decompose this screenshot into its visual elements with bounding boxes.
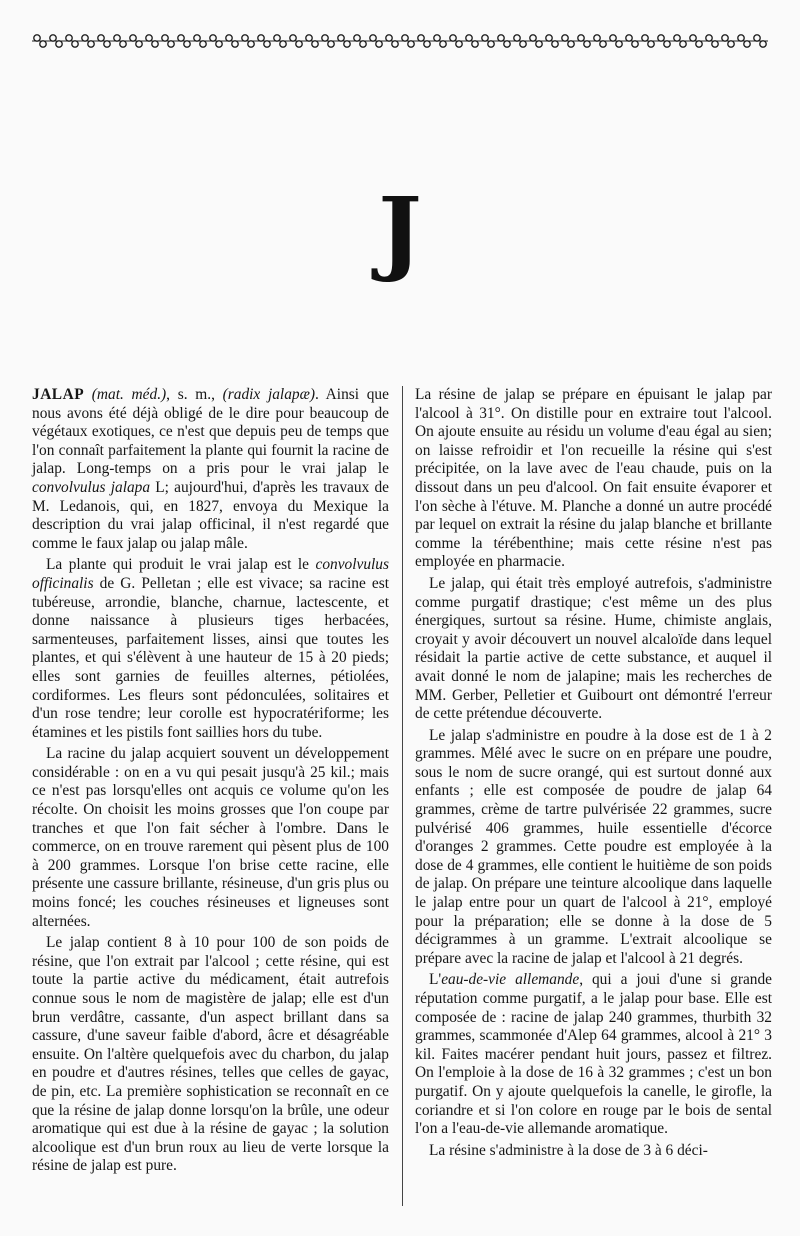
ornament-link [400,35,416,47]
italic-term: (radix jalapæ) [222,386,315,403]
section-letter: J [378,177,422,285]
text-run: La résine de jalap se prépare en épuisant le jalap par l'alcool à 31°. On distille pour en extraire tout l'alcool. On ajoute ensuite au résidu un volume d'eau égal au sien; on laisse refroidir et l'on recueille la résine qui s'est précipitée, on la lave avec de l'eau chaude, puis on la dissout dans un peu d'alcool. On fait ensuite évaporer et l'on sèche à l'étuve. M. Planche a donné un autre procédé par lequel on extrait la résine du jalap blanche et brillante comme la térébenthine; mais cette résine n'est pas employée en pharmacie. [415,386,772,571]
ornament-link [720,35,736,47]
ornament-link [64,35,80,47]
text-run: de G. Pelletan ; elle est vivace; sa racine est tubéreuse, arrondie, blanche, charnue, lactescente, et donne naissance à plusieurs tiges herbacées, sarmenteuses, parfaitement lisses, ainsi que toutes les plantes, et qui s'élèvent à une hauteur de 15 à 20 pieds; elles sont garnies de feuilles alternes, pétiolées, cordiformes. Les fleurs sont pédonculées, solitaires et d'un rose tendre; leur corolle est hypocratériforme; les étamines et les pistils font saillies hors du tube. [32,574,389,741]
text-run: La résine s'administre à la dose de 3 à 6 déci- [429,1141,708,1159]
italic-term: convolvulus jalapa [32,478,151,496]
ornament-link [416,35,432,47]
paragraph [415,971,772,1138]
ornament-link [512,35,528,47]
ornament-link [176,35,192,47]
ornament-link [464,35,480,47]
column-divider [402,386,403,1206]
italic-term: eau-de-vie allemande [441,971,580,989]
ornament-link [384,35,400,47]
header-ornament [32,30,768,52]
ornament-link [640,35,656,47]
ornament-link [528,35,544,47]
text-run: Le jalap, qui était très employé autrefois, s'administre comme purgatif drastique; c'est même un des plus énergiques, surtout sa résine. Hume, chimiste anglais, croyait y avoir découvert un nouvel alcaloïde dans lequel résidait la partie active de cette substance, et auquel il avait donné le nom de jalapine; mais les recherches de MM. Gerber, Pelletier et Guibourt ont démontré l'erreur de cette prétendue découverte. [415,574,772,723]
left-column [32,386,389,1206]
text-run: Le jalap contient 8 à 10 pour 100 de son poids de résine, que l'on extrait par l'alcool ; cette résine, qui est toute la partie active du médicament, était autrefois connue sous le nom de magistère de jalap; elle est d'un brun verdâtre, cassante, d'un aspect brillant dans sa cassure, d'une saveur faible d'abord, âcre et désagréable ensuite. On l'altère quelquefois avec du charbon, du jalap en poudre et d'autres résines, telles que celles de gayac, de pin, etc. La première sophistication se reconnaît en ce que la résine de jalap donne lorsqu'on la brûle, une odeur aromatique qui est due à la résine de gayac ; la solution alcoolique est d'un brun roux au lieu de verte lorsque la résine de jalap est pure. [32,934,389,1175]
text-run: . Ainsi que nous avons été déjà obligé de le dire pour beaucoup de végétaux exotiques, ce n'est que depuis peu de temps que l'on connaît parfaitement la plante qui fournit la racine de jalap. Long-temps on a pris pour le vrai jalap le [32,386,389,478]
text-columns [32,386,772,1206]
italic-term: (mat. méd.) [91,386,167,403]
ornament-link [112,35,128,47]
ornament-link [608,35,624,47]
ornament-link [704,35,720,47]
ornament-link [432,35,448,47]
ornament-link [448,35,464,47]
ornament-link [496,35,512,47]
paragraph [415,727,772,969]
paragraph [32,745,389,931]
ornament-link [192,35,208,47]
ornament-link [144,35,160,47]
paragraph [32,386,389,553]
paragraph [415,1142,772,1161]
ornament-link [96,35,112,47]
ornament-link [672,35,688,47]
paragraph [415,386,772,572]
text-run: La plante qui produit le vrai jalap est le [46,556,316,574]
paragraph [32,934,389,1176]
italic-term: convolvulus officinalis [32,556,389,592]
ornament-link [48,35,64,47]
ornament-link [544,35,560,47]
text-run: La racine du jalap acquiert souvent un développement considérable : on en a vu qui pesait jusqu'à 25 kil.; mais ce n'est pas lorsqu'elles ont acquis ce volume qu'on les récolte. On choisit les moins grosses que l'on coupe par tranches et que l'on fait sécher à l'ombre. Dans le commerce, on en trouve rarement qui pèsent plus de 100 à 200 grammes. Lorsque l'on brise cette racine, elle présente une cassure brillante, résineuse, d'un gris plus ou moins foncé; les couches résineuses et ligneuses sont alternées. [32,745,389,930]
paragraph [32,556,389,742]
text-run: , s. m., [166,386,223,403]
ornament-link [208,35,224,47]
ornament-link [736,35,752,47]
ornament-link [304,35,320,47]
ornament-link [656,35,672,47]
ornament-link [624,35,640,47]
text-run: L' [429,971,442,989]
ornament-link [272,35,288,47]
ornament-link [288,35,304,47]
ornament-link [32,35,48,47]
right-column [415,386,772,1206]
ornament-link [752,35,768,47]
ornament-link [576,35,592,47]
ornament-link [240,35,256,47]
ornament-link [320,35,336,47]
ornament-chain-icon [32,30,768,52]
ornament-link [256,35,272,47]
ornament-link [352,35,368,47]
ornament-link [688,35,704,47]
ornament-link [80,35,96,47]
ornament-link [224,35,240,47]
ornament-link [160,35,176,47]
ornament-link [592,35,608,47]
entry-headword: JALAP [32,386,85,403]
text-run: Le jalap s'administre en poudre à la dose est de 1 à 2 grammes. Mêlé avec le sucre on en prépare une poudre, sous le nom de sucre orangé, qui est surtout donné aux enfants ; elle est composée de poudre de jalap 64 grammes, crème de tartre pulvérisée 22 grammes, sucre pulvérisé 406 grammes, huile essentielle d'écorce d'oranges 2 grammes. Cette poudre est employée à la dose de 4 grammes, elle contient le huitième de son poids de jalap. On prépare une teinture alcoolique dans laquelle le jalap entre pour un quart de l'alcool à 21°, employé pour la préparation; elle se donne à la dose de 5 décigrammes à un gramme. L'extrait alcoolique se prépare avec la racine de jalap et l'alcool à 21 degrés. [415,726,772,967]
ornament-link [368,35,384,47]
text-run: L; aujourd'hui, d'après les travaux de M. Ledanois, qui, en 1827, envoya du Mexique la description du vrai jalap officinal, il n'est regardé que comme le faux jalap ou jalap mâle. [32,478,389,552]
ornament-link [128,35,144,47]
ornament-link [336,35,352,47]
text-run: , qui a joui d'une si grande réputation comme purgatif, a le jalap pour base. Elle est composée de : racine de jalap 240 grammes, thurbith 32 grammes, scammonée d'Alep 64 grammes, alcool à 21° 3 kil. Faites macérer pendant huit jours, passez et filtrez. On l'emploie à la dose de 16 à 32 grammes ; c'est un bon purgatif. On y ajoute quelquefois la canelle, le girofle, la coriandre et si l'on colore en rouge par le bois de sental l'on a l'eau-de-vie allemande aromatique. [415,971,772,1138]
paragraph [415,575,772,724]
ornament-link [560,35,576,47]
ornament-link [480,35,496,47]
